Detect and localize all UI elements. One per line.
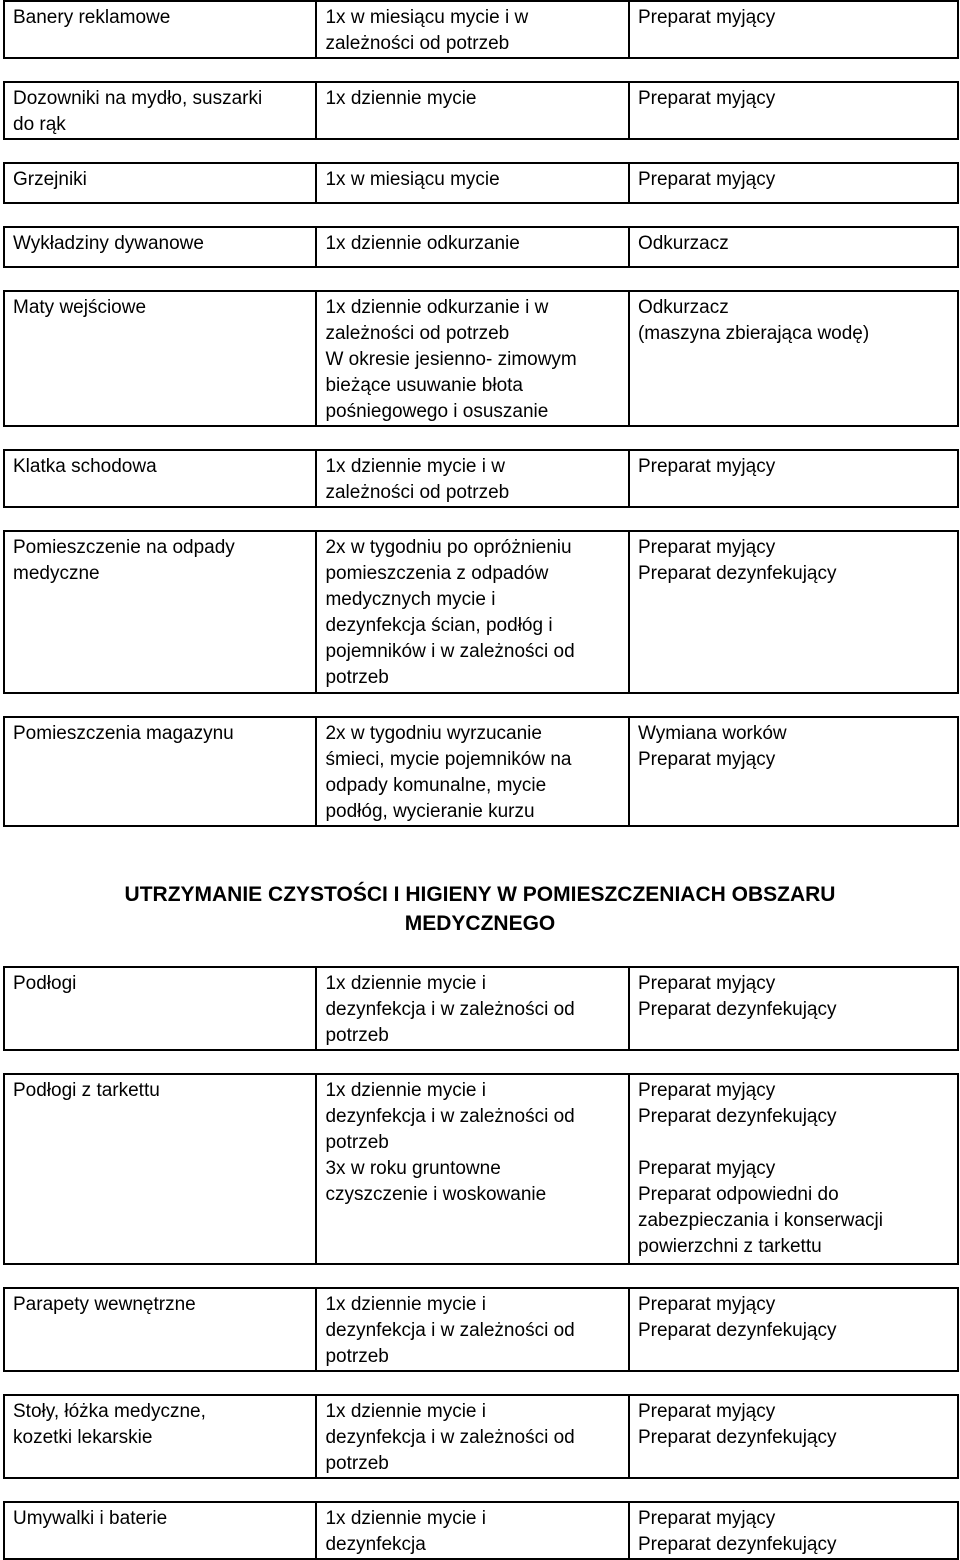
frequency-cell bbox=[316, 82, 628, 139]
cell-line: 1x dziennie mycie i bbox=[325, 1401, 486, 1422]
table-row bbox=[4, 82, 958, 139]
agent-cell bbox=[629, 450, 958, 507]
frequency-cell bbox=[316, 531, 628, 693]
cell-line: Preparat odpowiedni do bbox=[637, 1184, 839, 1205]
cell-line: Preparat dezynfekujący bbox=[637, 1534, 837, 1555]
cell-line: 1x w miesiącu mycie bbox=[325, 169, 500, 190]
cell-line: śmieci, mycie pojemników na bbox=[325, 749, 572, 770]
cell-line: dezynfekcja i w zależności od bbox=[325, 1427, 575, 1448]
section-heading-line-1: UTRZYMANIE CZYSTOŚCI I HIGIENY W POMIESZCZENIACH OBSZARU bbox=[124, 883, 836, 906]
cell-line: dezynfekcja i w zależności od bbox=[325, 999, 575, 1020]
frequency-cell bbox=[316, 1395, 628, 1478]
cell-line: dezynfekcja bbox=[325, 1534, 426, 1555]
row-spacer bbox=[4, 1050, 958, 1074]
frequency-cell bbox=[316, 1, 628, 58]
cell-line: Preparat myjący bbox=[637, 7, 776, 28]
frequency-cell bbox=[316, 1502, 628, 1559]
cell-line bbox=[638, 1130, 949, 1156]
cleaning-schedule-table-medical bbox=[3, 966, 959, 1560]
table-row bbox=[4, 291, 958, 426]
area-cell bbox=[4, 967, 316, 1050]
cell-line: Maty wejściowe bbox=[13, 297, 147, 318]
table-row bbox=[4, 227, 958, 267]
table-row bbox=[4, 163, 958, 203]
cell-line: Preparat dezynfekujący bbox=[637, 1427, 837, 1448]
cell-line: Podłogi bbox=[13, 973, 77, 994]
cell-line: potrzeb bbox=[325, 667, 389, 688]
frequency-cell bbox=[316, 967, 628, 1050]
cell-line: (maszyna zbierająca wodę) bbox=[637, 323, 870, 344]
cell-line: zależności od potrzeb bbox=[325, 482, 510, 503]
cell-line: bieżące usuwanie błota bbox=[325, 375, 523, 396]
cell-line: Preparat dezynfekujący bbox=[637, 1106, 837, 1127]
cell-line: Odkurzacz bbox=[637, 297, 729, 318]
row-spacer bbox=[4, 1371, 958, 1395]
agent-cell bbox=[629, 82, 958, 139]
table-row bbox=[4, 1074, 958, 1264]
agent-cell bbox=[629, 1, 958, 58]
cell-line: kozetki lekarskie bbox=[13, 1427, 153, 1448]
cell-line: Preparat myjący bbox=[637, 1158, 776, 1179]
table-row bbox=[4, 1, 958, 58]
frequency-cell bbox=[316, 227, 628, 267]
cell-line: medyczne bbox=[13, 563, 100, 584]
cell-line: Parapety wewnętrzne bbox=[13, 1294, 196, 1315]
cell-line: 1x w miesiącu mycie i w bbox=[325, 7, 529, 28]
cell-line: Preparat myjący bbox=[637, 1294, 776, 1315]
cell-line: 1x dziennie mycie i bbox=[325, 1080, 486, 1101]
cell-line: pomieszczenia z odpadów bbox=[325, 563, 549, 584]
row-spacer bbox=[4, 1478, 958, 1502]
cleaning-schedule-table-general bbox=[3, 0, 959, 827]
cell-line: 2x w tygodniu wyrzucanie bbox=[325, 723, 542, 744]
cell-line: powierzchni z tarkettu bbox=[637, 1236, 822, 1257]
frequency-cell bbox=[316, 450, 628, 507]
cell-line: Umywalki i baterie bbox=[13, 1508, 168, 1529]
cell-line: 1x dziennie mycie i bbox=[325, 1294, 486, 1315]
cell-line: Preparat dezynfekujący bbox=[637, 999, 837, 1020]
table-row bbox=[4, 531, 958, 693]
cell-line: 3x w roku gruntowne bbox=[325, 1158, 501, 1179]
cell-line: Pomieszczenie na odpady bbox=[13, 537, 235, 558]
cell-line: czyszczenie i woskowanie bbox=[325, 1184, 547, 1205]
cell-line: dezynfekcja i w zależności od bbox=[325, 1106, 575, 1127]
table-row bbox=[4, 967, 958, 1050]
agent-cell bbox=[629, 1395, 958, 1478]
row-spacer bbox=[4, 426, 958, 450]
cell-line: potrzeb bbox=[325, 1132, 389, 1153]
cell-line: Preparat dezynfekujący bbox=[637, 1320, 837, 1341]
cell-line: zabezpieczania i konserwacji bbox=[637, 1210, 883, 1231]
frequency-cell bbox=[316, 163, 628, 203]
table-row bbox=[4, 1288, 958, 1371]
area-cell bbox=[4, 82, 316, 139]
row-spacer bbox=[4, 1264, 958, 1288]
section-heading-medical-area bbox=[0, 880, 960, 938]
cell-line: Banery reklamowe bbox=[13, 7, 171, 28]
cell-line: Odkurzacz bbox=[637, 233, 729, 254]
frequency-cell bbox=[316, 717, 628, 826]
frequency-cell bbox=[316, 1074, 628, 1264]
cell-line: odpady komunalne, mycie bbox=[325, 775, 547, 796]
cell-line: podłóg, wycieranie kurzu bbox=[325, 801, 535, 822]
cell-line: Preparat myjący bbox=[637, 169, 776, 190]
cell-line: Preparat myjący bbox=[637, 1080, 776, 1101]
section-heading-line-2: MEDYCZNEGO bbox=[404, 912, 556, 935]
area-cell bbox=[4, 1, 316, 58]
area-cell bbox=[4, 450, 316, 507]
cell-line: 1x dziennie mycie i w bbox=[325, 456, 505, 477]
cell-line: potrzeb bbox=[325, 1346, 389, 1367]
table-row bbox=[4, 717, 958, 826]
cell-line: Preparat myjący bbox=[637, 973, 776, 994]
cell-line: dezynfekcja ścian, podłóg i bbox=[325, 615, 553, 636]
cell-line: Preparat myjący bbox=[637, 537, 776, 558]
cell-line: 1x dziennie mycie i bbox=[325, 1508, 486, 1529]
agent-cell bbox=[629, 163, 958, 203]
cell-line: medycznych mycie i bbox=[325, 589, 496, 610]
agent-cell bbox=[629, 1074, 958, 1264]
cell-line: Klatka schodowa bbox=[13, 456, 157, 477]
cell-line: Preparat myjący bbox=[637, 88, 776, 109]
cell-line: Preparat myjący bbox=[637, 1401, 776, 1422]
cell-line: Dozowniki na mydło, suszarki bbox=[13, 88, 263, 109]
cell-line: 1x dziennie mycie i bbox=[325, 973, 486, 994]
area-cell bbox=[4, 717, 316, 826]
cell-line: Pomieszczenia magazynu bbox=[13, 723, 234, 744]
cell-line: potrzeb bbox=[325, 1453, 389, 1474]
area-cell bbox=[4, 1395, 316, 1478]
agent-cell bbox=[629, 291, 958, 426]
row-spacer bbox=[4, 507, 958, 531]
area-cell bbox=[4, 1074, 316, 1264]
agent-cell bbox=[629, 967, 958, 1050]
cell-line: Preparat myjący bbox=[637, 1508, 776, 1529]
area-cell bbox=[4, 531, 316, 693]
row-spacer bbox=[4, 139, 958, 163]
row-spacer bbox=[4, 58, 958, 82]
row-spacer bbox=[4, 267, 958, 291]
table-row bbox=[4, 1395, 958, 1478]
cell-line: W okresie jesienno- zimowym bbox=[325, 349, 577, 370]
cell-line: 1x dziennie odkurzanie bbox=[325, 233, 520, 254]
agent-cell bbox=[629, 1288, 958, 1371]
row-spacer bbox=[4, 203, 958, 227]
agent-cell bbox=[629, 227, 958, 267]
cell-line: 1x dziennie mycie bbox=[325, 88, 477, 109]
table-row bbox=[4, 450, 958, 507]
agent-cell bbox=[629, 531, 958, 693]
frequency-cell bbox=[316, 291, 628, 426]
area-cell bbox=[4, 1288, 316, 1371]
area-cell bbox=[4, 291, 316, 426]
cell-line: dezynfekcja i w zależności od bbox=[325, 1320, 575, 1341]
frequency-cell bbox=[316, 1288, 628, 1371]
cell-line: Preparat dezynfekujący bbox=[637, 563, 837, 584]
cell-line: pojemników i w zależności od bbox=[325, 641, 575, 662]
area-cell bbox=[4, 1502, 316, 1559]
cell-line: Grzejniki bbox=[13, 169, 87, 190]
cell-line: Wymiana worków bbox=[637, 723, 787, 744]
cell-line: Stoły, łóżka medyczne, bbox=[13, 1401, 206, 1422]
table-row bbox=[4, 1502, 958, 1559]
cell-line: zależności od potrzeb bbox=[325, 323, 510, 344]
cell-line: Wykładziny dywanowe bbox=[13, 233, 204, 254]
area-cell bbox=[4, 163, 316, 203]
cell-line: potrzeb bbox=[325, 1025, 389, 1046]
cell-line: 1x dziennie odkurzanie i w bbox=[325, 297, 549, 318]
cell-line: 2x w tygodniu po opróżnieniu bbox=[325, 537, 572, 558]
cell-line: do rąk bbox=[13, 114, 66, 135]
row-spacer bbox=[4, 693, 958, 717]
agent-cell bbox=[629, 1502, 958, 1559]
area-cell bbox=[4, 227, 316, 267]
cell-line: Preparat myjący bbox=[637, 749, 776, 770]
cell-line: zależności od potrzeb bbox=[325, 33, 510, 54]
cell-line: pośniegowego i osuszanie bbox=[325, 401, 549, 422]
cell-line: Preparat myjący bbox=[637, 456, 776, 477]
cell-line: Podłogi z tarkettu bbox=[13, 1080, 160, 1101]
agent-cell bbox=[629, 717, 958, 826]
